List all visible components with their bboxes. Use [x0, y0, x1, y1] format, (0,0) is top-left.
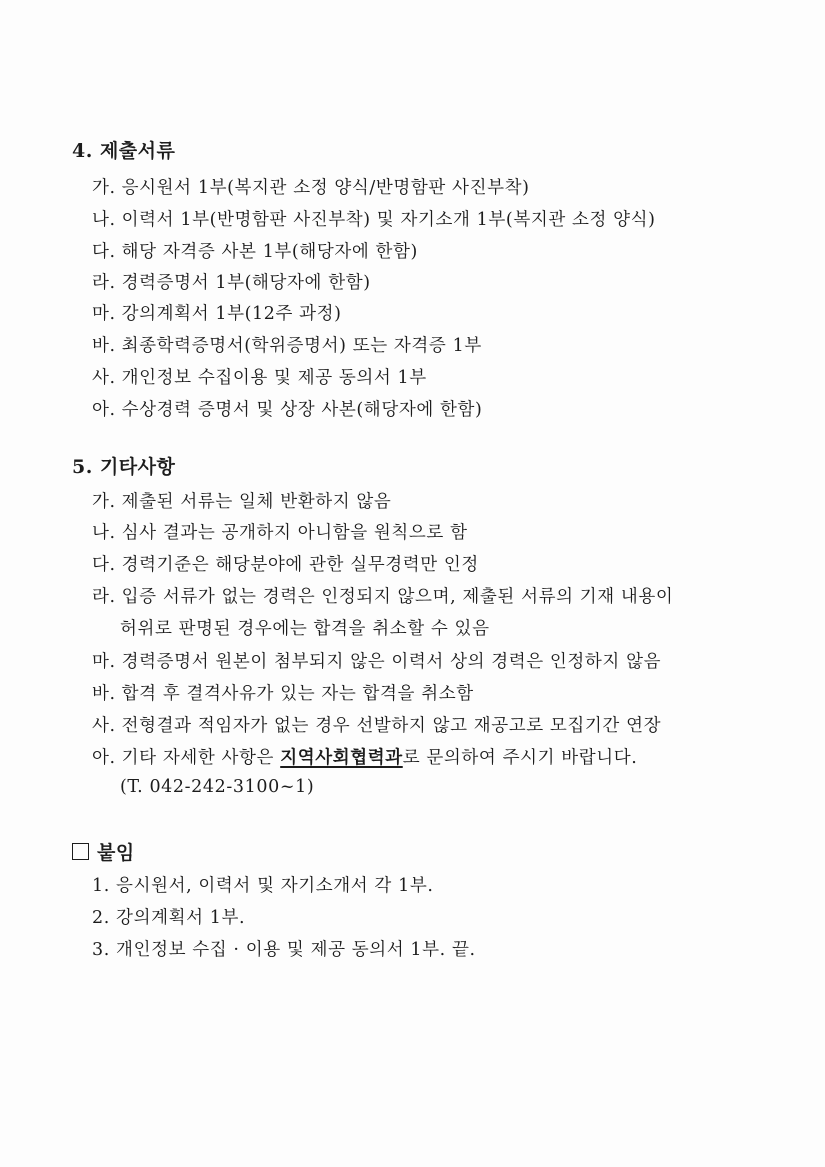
item-text: 경력증명서 1부(해당자에 한함) — [121, 273, 371, 293]
section-5-item — [92, 583, 673, 608]
section-4-item — [92, 238, 418, 263]
section-4-item — [92, 364, 427, 389]
section-4-item — [92, 300, 342, 325]
attachment-item: 1. 응시원서, 이력서 및 자기소개서 각 1부. — [92, 876, 434, 896]
item-prefix: 아. — [92, 748, 116, 768]
attachment-item: 2. 강의계획서 1부. — [92, 908, 246, 928]
section-4-title: 4. 제출서류 — [72, 140, 176, 162]
item-text: 강의계획서 1부(12주 과정) — [121, 304, 342, 324]
item-prefix: 라. — [92, 273, 116, 293]
section-4-item — [92, 174, 530, 199]
item-prefix: 나. — [92, 523, 116, 543]
item-text: 로 문의하여 주시기 바랍니다. — [402, 748, 638, 768]
section-5-item — [92, 488, 391, 513]
item-text: 경력기준은 해당분야에 관한 실무경력만 인정 — [121, 555, 479, 575]
attachments-label: 붙임 — [97, 842, 135, 864]
item-text: 심사 결과는 공개하지 아니함을 원칙으로 함 — [121, 523, 468, 543]
item-text: 기타 자세한 사항은 — [121, 748, 281, 768]
attachment-item: 3. 개인정보 수집 · 이용 및 제공 동의서 1부. 끝. — [92, 940, 476, 960]
section-5-item — [92, 680, 474, 705]
contact-phone: (T. 042-242-3100~1) — [120, 777, 315, 797]
section-5-item — [92, 519, 468, 544]
item-text: 경력증명서 원본이 첨부되지 않은 이력서 상의 경력은 인정하지 않음 — [121, 652, 662, 672]
item-text: 합격 후 결격사유가 있는 자는 합격을 취소함 — [121, 684, 474, 704]
item-prefix: 아. — [92, 400, 116, 420]
item-prefix: 마. — [92, 652, 116, 672]
attachments-title — [72, 838, 135, 865]
checkbox-icon — [72, 843, 89, 860]
item-prefix: 다. — [92, 242, 116, 262]
item-prefix: 바. — [92, 336, 116, 356]
section-4-item — [92, 269, 371, 294]
section-5-item — [92, 744, 637, 769]
section-4-item — [92, 206, 656, 231]
item-text: 입증 서류가 없는 경력은 인정되지 않으며, 제출된 서류의 기재 내용이 — [121, 587, 674, 607]
item-prefix: 사. — [92, 368, 116, 388]
section-5-item — [92, 648, 661, 673]
item-text: 최종학력증명서(학위증명서) 또는 자격증 1부 — [121, 336, 482, 356]
item-text: 수상경력 증명서 및 상장 사본(해당자에 한함) — [121, 400, 483, 420]
item-text: 개인정보 수집이용 및 제공 동의서 1부 — [121, 368, 427, 388]
item-prefix: 나. — [92, 210, 116, 230]
item-prefix: 사. — [92, 716, 116, 736]
item-prefix: 가. — [92, 178, 116, 198]
item-prefix: 바. — [92, 684, 116, 704]
department-name: 지역사회협력과 — [280, 748, 403, 768]
item-text: 전형결과 적임자가 없는 경우 선발하지 않고 재공고로 모집기간 연장 — [121, 716, 662, 736]
item-prefix: 다. — [92, 555, 116, 575]
section-5-title: 5. 기타사항 — [72, 456, 176, 478]
section-5-item — [92, 551, 479, 576]
item-text: 응시원서 1부(복지관 소정 양식/반명함판 사진부착) — [121, 178, 530, 198]
item-prefix: 라. — [92, 587, 116, 607]
section-4-item — [92, 396, 482, 421]
item-prefix: 마. — [92, 304, 116, 324]
item-text: 해당 자격증 사본 1부(해당자에 한함) — [121, 242, 418, 262]
section-5-item-continuation: 허위로 판명된 경우에는 합격을 취소할 수 있음 — [120, 619, 490, 639]
section-5-item — [92, 712, 661, 737]
section-4-item — [92, 332, 482, 357]
item-text: 이력서 1부(반명함판 사진부착) 및 자기소개 1부(복지관 소정 양식) — [121, 210, 656, 230]
item-prefix: 가. — [92, 492, 116, 512]
item-text: 제출된 서류는 일체 반환하지 않음 — [121, 492, 392, 512]
